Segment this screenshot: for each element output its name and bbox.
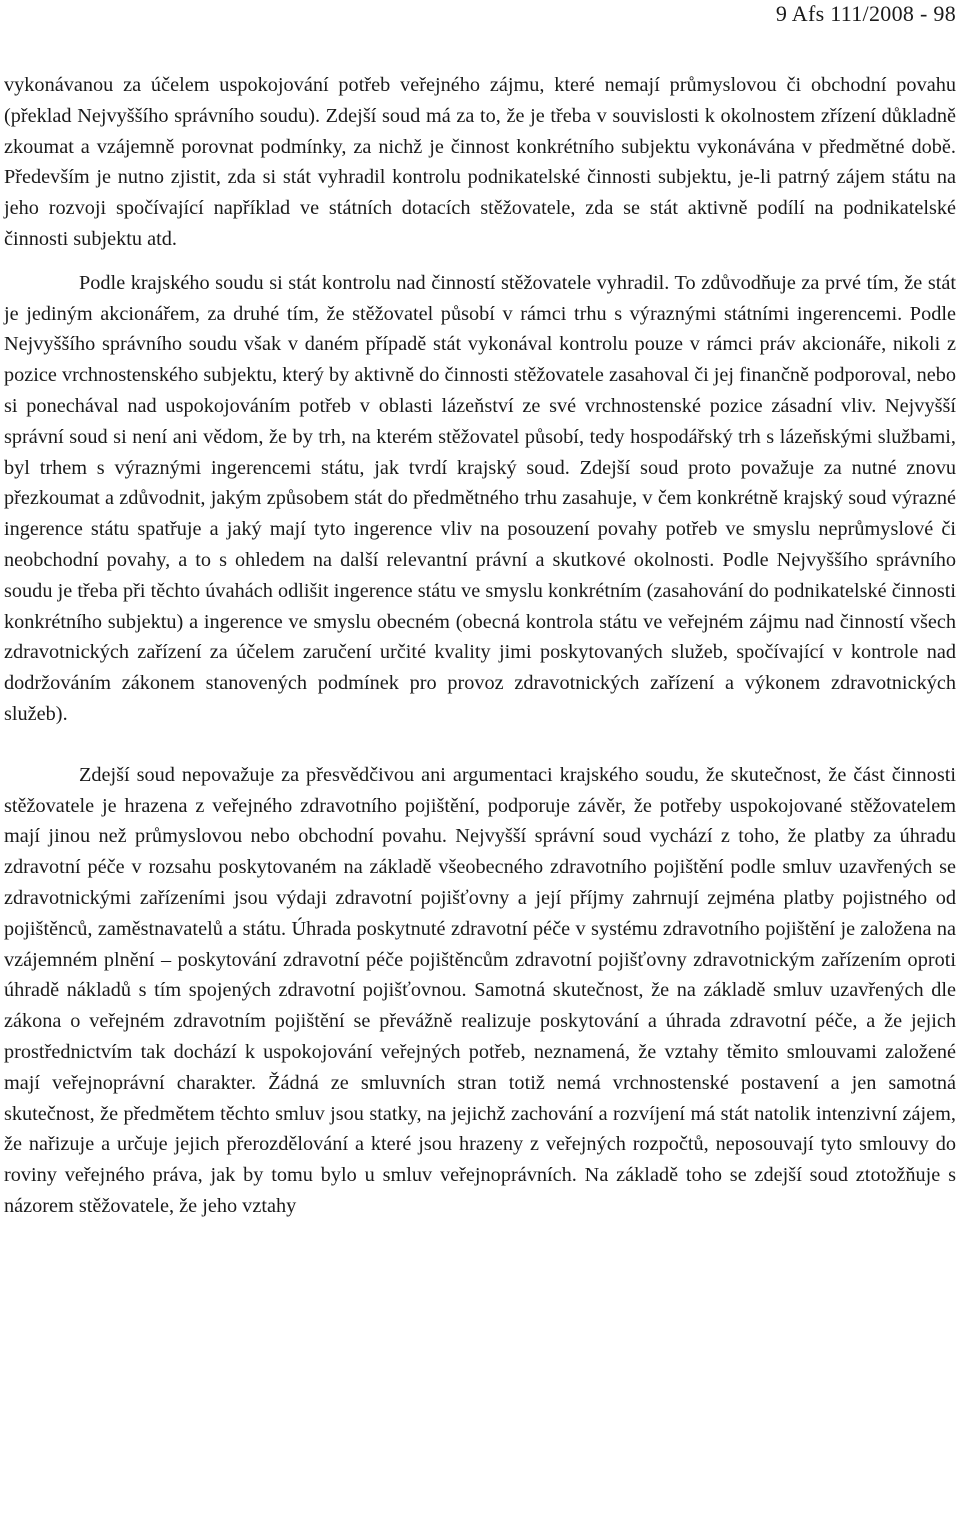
case-number-header: 9 Afs 111/2008 - 98 — [775, 1, 956, 26]
paragraph-3: Zdejší soud nepovažuje za přesvědčivou ani argumentaci krajského soudu, že skutečnost, že část činnosti stěžovatele je hrazena z veřejného zdravotního pojištění, podporuje závěr, že potřeby uspokojované stěžovatelem mají jinou než průmyslovou nebo obchodní povahu. Nejvyšší správní soud vychází z toho, že platby za úhradu zdravotní péče v rozsahu poskytovaném na základě všeobecného zdravotního pojištění podle smluv uzavřených se zdravotnickými zařízeními jsou výdaji zdravotní pojišťovny a její příjmy zahrnují zejména platby pojistného od pojištěnců, zaměstnavatelů a státu. Úhrada poskytnuté zdravotní péče v systému zdravotního pojištění je založena na vzájemném plnění – poskytování zdravotní péče pojištěncům zdravotní pojišťovny zdravotnickým zařízením oproti úhradě nákladů s tím spojených zdravotní pojišťovnou. Samotná skutečnost, že na základě smluv uzavřených dle zákona o veřejném zdravotním pojištění se převážně realizuje poskytování a úhrada zdravotní péče, a že jejich prostřednictvím tak dochází k uspokojování veřejných potřeb, neznamená, že vztahy těmito smlouvami založené mají veřejnoprávní charakter. Žádná ze smluvních stran totiž nemá vrchnostenské postavení a jen samotná skutečnost, že předmětem těchto smluv jsou statky, na jejichž zachování a rozvíjení má stát natolik intenzivní zájem, že nařizuje a určuje jejich přerozdělování a které jsou hrazeny z veřejných rozpočtů, neposouvají tyto smlouvy do roviny veřejného práva, jak by tomu bylo u smluv veřejnoprávních. Na základě toho se zdejší soud ztotožňuje s názorem stěžovatele, že jeho vztahy — [4, 763, 956, 1217]
paragraph-1: vykonávanou za účelem uspokojování potřeb veřejného zájmu, které nemají průmyslovou či obchodní povahu (překlad Nejvyššího správního soudu). Zdejší soud má za to, že je třeba v souvislosti k okolnostem zřízení důkladně zkoumat a vzájemně porovnat podmínky, za nichž je činnost konkrétního subjektu vykonávána v předmětné době. Především je nutno zjistit, zda si stát vyhradil kontrolu podnikatelské činnosti subjektu, je-li patrný zájem státu na jeho rozvoji spočívající například ve státních dotacích stěžovatele, zda se stát aktivně podílí na podnikatelské činnosti subjektu atd. — [4, 74, 956, 250]
paragraph-2: Podle krajského soudu si stát kontrolu nad činností stěžovatele vyhradil. To zdůvodňuje za prvé tím, že stát je jediným akcionářem, za druhé tím, že stěžovatel působí v rámci trhu s výraznými státními ingerencemi. Podle Nejvyššího správního soudu však v daném případě stát vykonával kontrolu pouze v rámci práv akcionáře, nikoli z pozice vrchnostenského subjektu, který by aktivně do činnosti stěžovatele zasahoval či jej finančně podporoval, nebo si ponechával nad uspokojováním potřeb v oblasti lázeňství ze své vrchnostenské pozice zásadní vliv. Nejvyšší správní soud si není ani vědom, že by trh, na kterém stěžovatel působí, tedy hospodářský trh s lázeňskými službami, byl trhem s výraznými ingerencemi státu, jak tvrdí krajský soud. Zdejší soud proto považuje za nutné znovu přezkoumat a zdůvodnit, jakým způsobem stát do předmětného trhu zasahuje, v čem konkrétně krajský soud výrazné ingerence státu spatřuje a jaký mají tyto ingerence vliv na posouzení povahy potřeb ve smyslu neprůmyslové či neobchodní povahy, a to s ohledem na další relevantní právní a skutkové okolnosti. Podle Nejvyššího správního soudu je třeba při těchto úvahách odlišit ingerence státu ve smyslu konkrétním (zasahování do podnikatelské činnosti konkrétního subjektu) a ingerence ve smyslu obecném (obecná kontrola státu ve veřejném zájmu nad činností všech zdravotnických zařízení za účelem zaručení určité kvality jimi poskytovaných služeb, spočívající v kontrole nad dodržováním zákonem stanovených podmínek pro provoz zdravotnických zařízení a výkonem zdravotnických služeb). — [4, 271, 956, 725]
paragraph-spacer — [4, 730, 956, 760]
document-body — [4, 70, 956, 1222]
paragraph-spacer — [4, 255, 956, 268]
